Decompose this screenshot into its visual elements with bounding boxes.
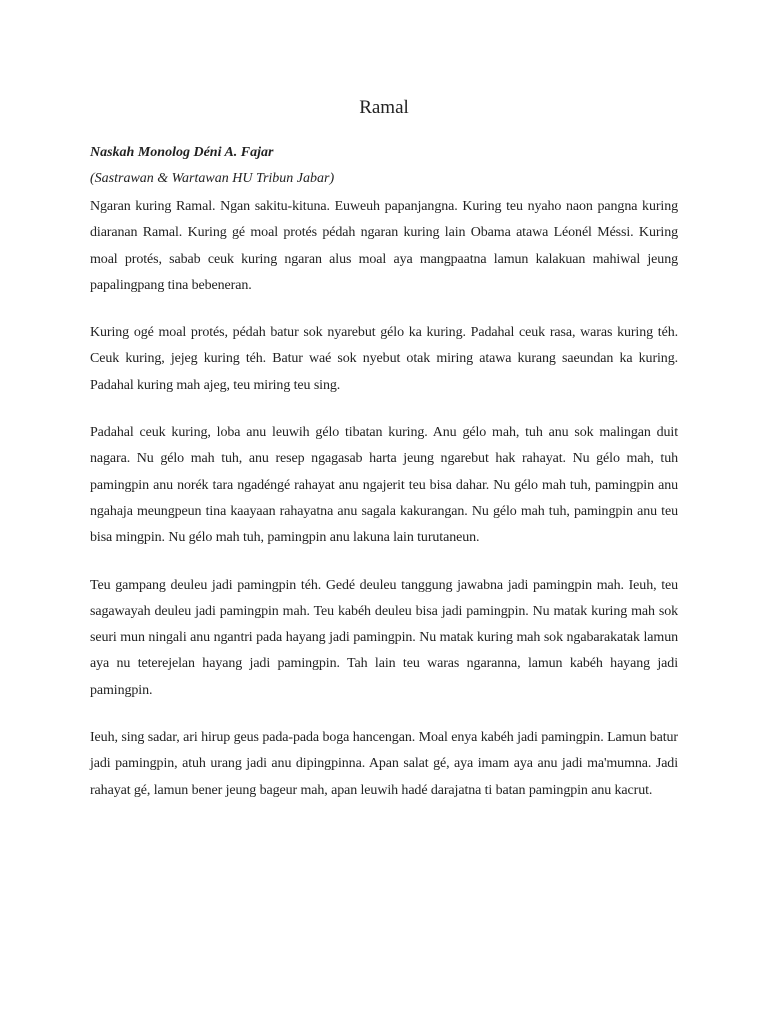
paragraph: Kuring ogé moal protés, pédah batur sok nyarebut gélo ka kuring. Padahal ceuk rasa, waras kuring téh. Ceuk kuring, jejeg kuring téh. Batur waé sok nyebut otak miring atawa kurang saeundan ka kuring. Padahal kuring mah ajeg, teu miring teu sing. xyxy=(90,325,678,393)
document-page xyxy=(90,90,678,825)
paragraph: Teu gampang deuleu jadi pamingpin téh. Gedé deuleu tanggung jawabna jadi pamingpin mah. Ieuh, teu sagawayah deuleu jadi pamingpin mah. Teu kabéh deuleu bisa jadi pamingpin. Nu matak kuring mah sok seuri mun ningali anu ngantri pada hayang jadi pamingpin. Nu matak kuring mah sok ngabarakatak lamun aya nu teterejelan hayang jadi pamingpin. Tah lain teu waras ngaranna, lamun kabéh hayang jadi pamingpin. xyxy=(90,577,678,698)
paragraph: Ngaran kuring Ramal. Ngan sakitu-kituna. Euweuh papanjangna. Kuring teu nyaho naon pangna kuring diaranan Ramal. Kuring gé moal protés pédah ngaran kuring lain Obama atawa Léonél Méssi. Kuring moal protés, sabab ceuk kuring ngaran alus moal aya mangpaatna lamun kalakuan mahiwal jeung papalingpang tina bebeneran. xyxy=(90,199,678,293)
paragraph: Ieuh, sing sadar, ari hirup geus pada-pada boga hancengan. Moal enya kabéh jadi pamingpin. Lamun batur jadi pamingpin, atuh urang jadi anu dipingpinna. Apan salat gé, aya imam aya anu jadi ma'mumna. Jadi rahayat gé, lamun bener jeung bageur mah, apan leuwih hadé darajatna ti batan pamingpin anu kacrut. xyxy=(90,730,678,798)
author-line: Naskah Monolog Déni A. Fajar xyxy=(90,145,274,160)
paragraph: Padahal ceuk kuring, loba anu leuwih gélo tibatan kuring. Anu gélo mah, tuh anu sok malingan duit nagara. Nu gélo mah tuh, anu resep ngagasab harta jeung ngarebut hak rahayat. Nu gélo mah, tuh pamingpin anu norék tara ngadéngé rahayat anu ngajerit teu bisa dahar. Nu gélo mah tuh, pamingpin anu ngahaja meungpeun tina kaayaan rahayatna anu sagala kakurangan. Nu gélo mah tuh, pamingpin anu teu bisa mingpin. Nu gélo mah tuh, pamingpin anu lakuna lain turutaneun. xyxy=(90,425,678,546)
document-title: Ramal xyxy=(359,97,409,118)
affiliation-line: (Sastrawan & Wartawan HU Tribun Jabar) xyxy=(90,171,335,186)
